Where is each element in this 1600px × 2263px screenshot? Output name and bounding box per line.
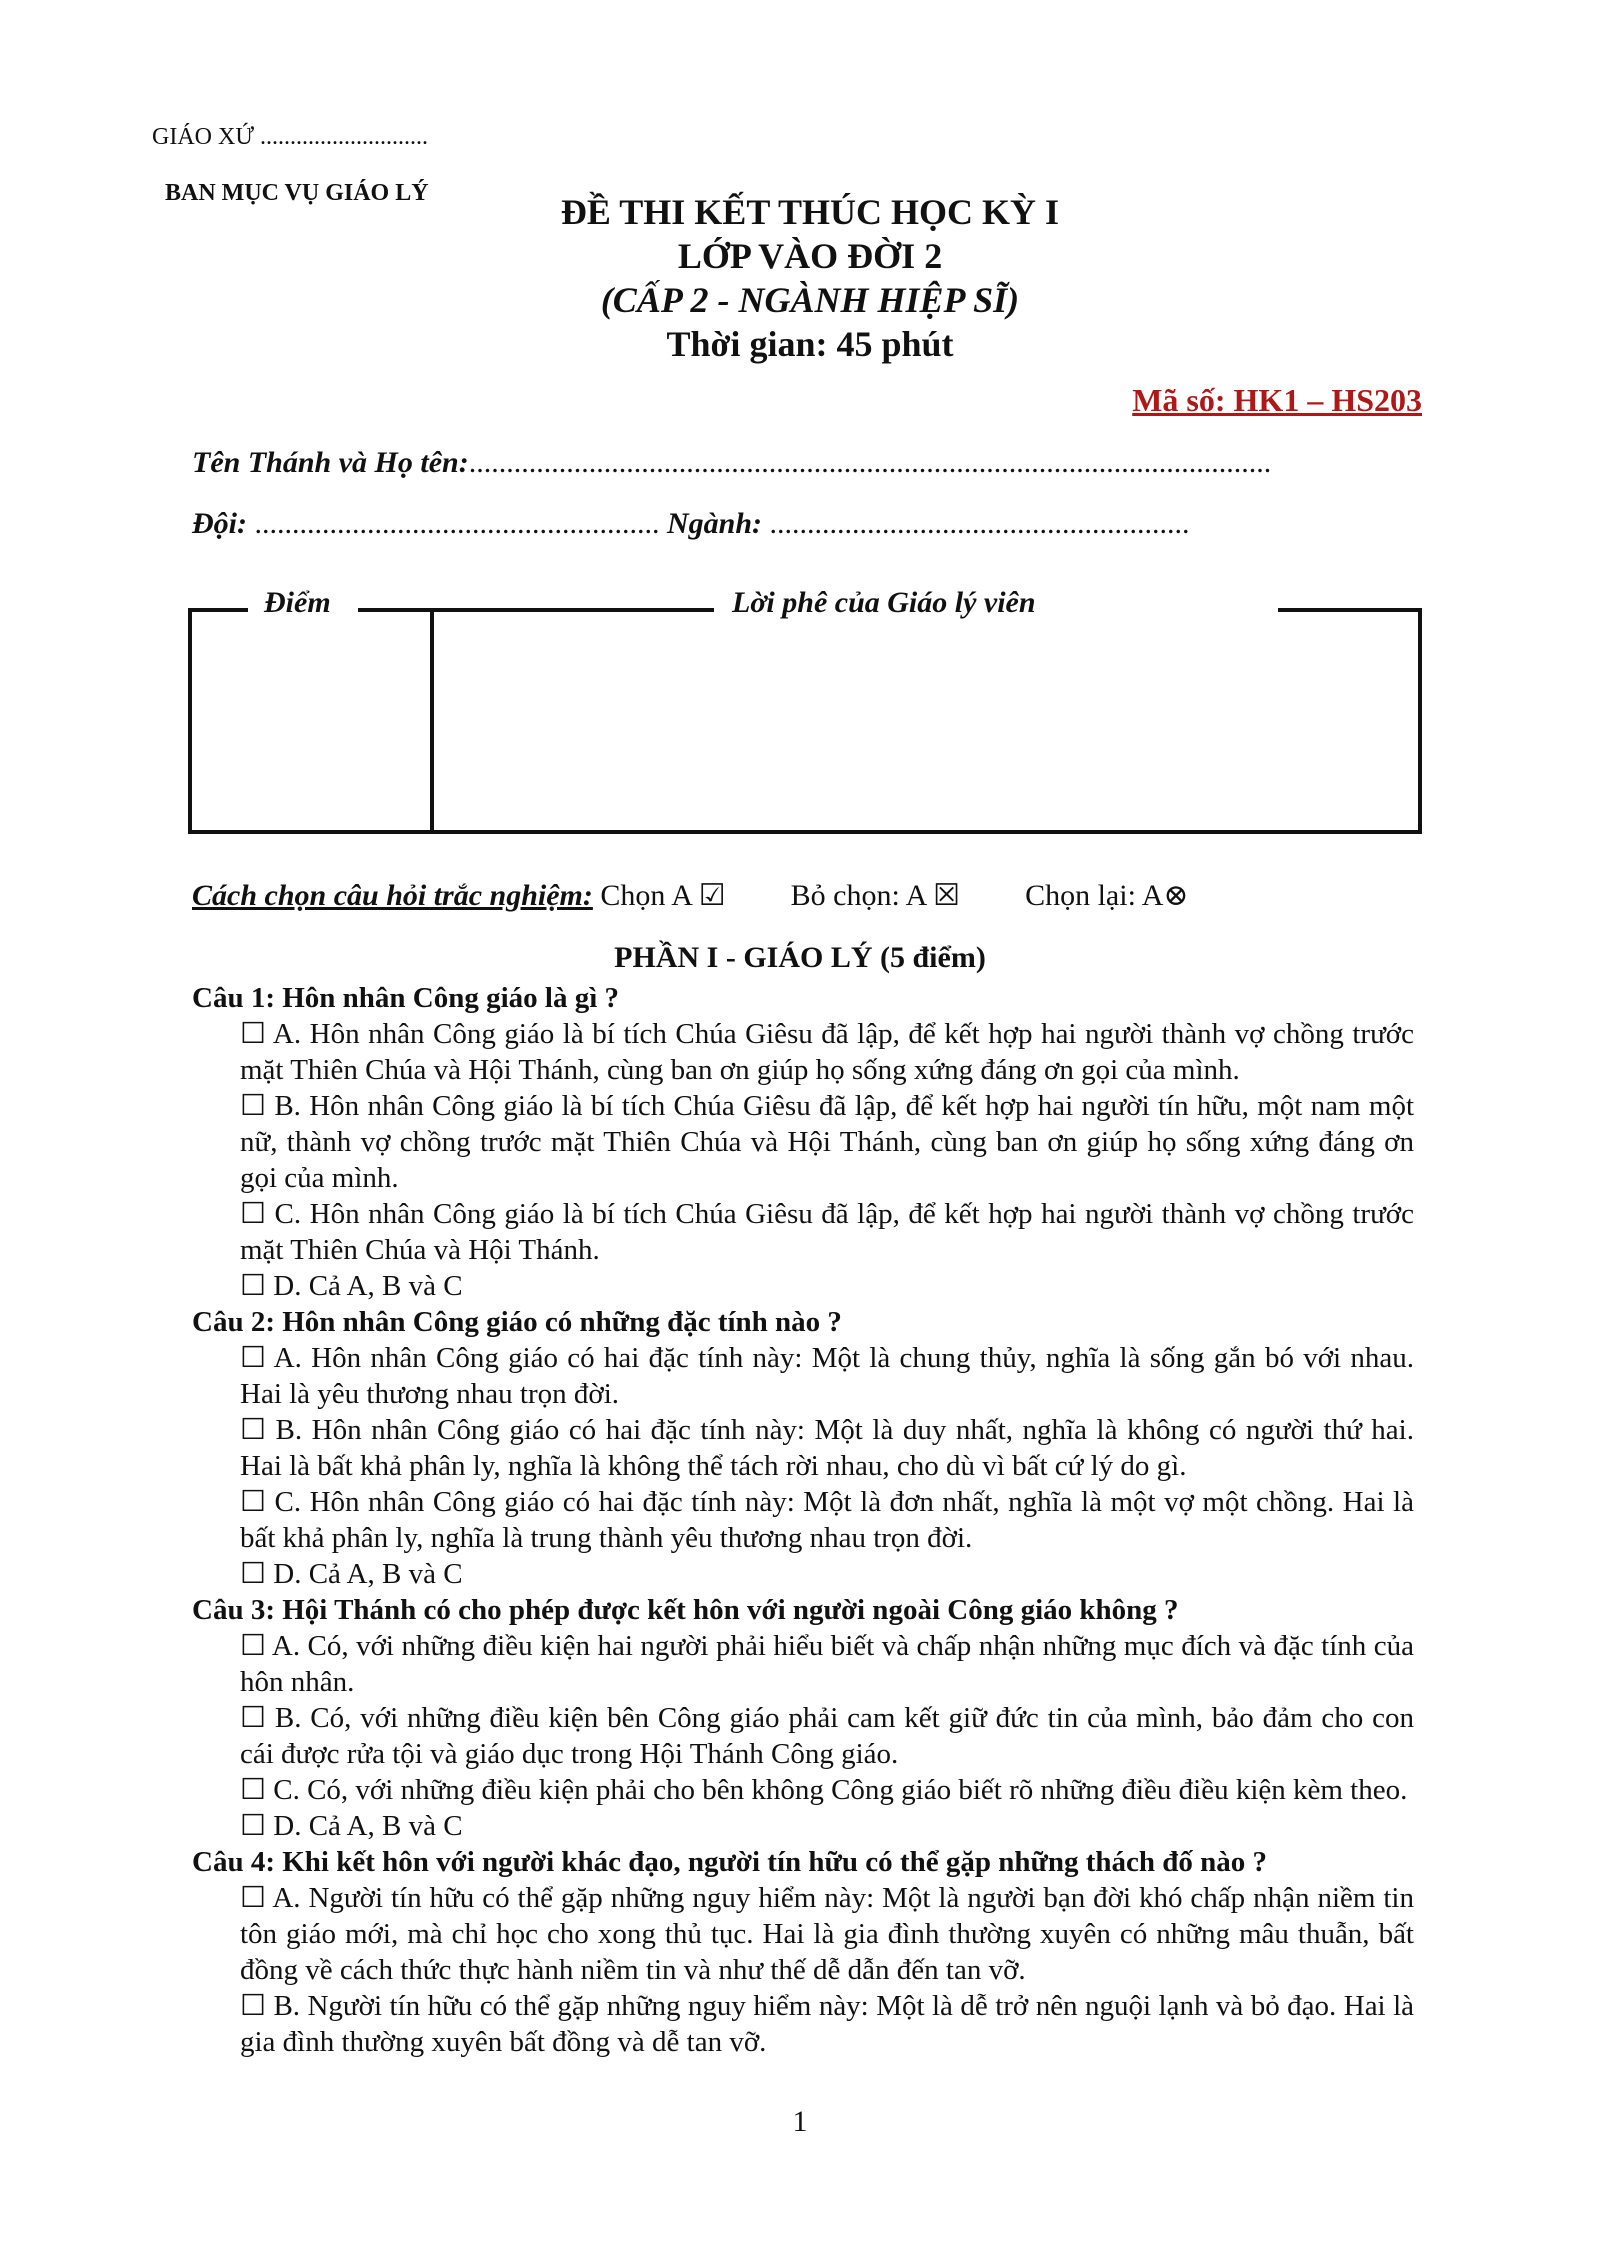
question-1-option-a[interactable]: ☐ A. Hôn nhân Công giáo là bí tích Chúa Giêsu đã lập, để kết hợp hai người thành vợ chồng trước mặt Thiên Chúa và Hội Thánh, cùng ban ơn giúp họ sống xứng đáng ơn gọi của mình. (240, 1018, 1414, 1086)
question-1-option-c[interactable]: ☐ C. Hôn nhân Công giáo là bí tích Chúa Giêsu đã lập, để kết hợp hai người thành vợ chồng trước mặt Thiên Chúa và Hội Thánh. (240, 1198, 1414, 1266)
question-2-option-b[interactable]: ☐ B. Hôn nhân Công giáo có hai đặc tính này: Một là duy nhất, nghĩa là không có người thứ hai. Hai là bất khả phân ly, nghĩa là không thể tách rời nhau, cho dù vì bất cứ lý do gì. (240, 1414, 1414, 1482)
team-blank: ...................................................... (254, 507, 660, 540)
question-2: Câu 2: Hôn nhân Công giáo có những đặc tính nào ? (192, 1306, 842, 1338)
team-label: Đội: (192, 507, 247, 540)
score-label: Điểm (264, 586, 331, 619)
question-2-option-a[interactable]: ☐ A. Hôn nhân Công giáo có hai đặc tính này: Một là chung thủy, nghĩa là sống gắn bó với nhau. Hai là yêu thương nhau trọn đời. (240, 1342, 1414, 1410)
level-title: (CẤP 2 - NGÀNH HIỆP SĨ) (600, 280, 1020, 320)
instructions-label: Cách chọn câu hỏi trắc nghiệm: (192, 879, 593, 912)
parish-label: GIÁO XỨ ............................ (152, 124, 428, 150)
branch-label: Ngành: (667, 507, 763, 540)
question-3-option-c[interactable]: ☐ C. Có, với những điều kiện phải cho bên không Công giáo biết rõ những điều điều kiện kèm theo. (240, 1774, 1408, 1806)
exam-code: Mã số: HK1 – HS203 (1132, 382, 1422, 418)
section-title: PHẦN I - GIÁO LÝ (5 điểm) (614, 941, 986, 974)
question-2-option-d[interactable]: ☐ D. Cả A, B và C (240, 1558, 463, 1590)
exam-title: ĐỀ THI KẾT THÚC HỌC KỲ I (560, 192, 1060, 232)
question-1-option-d[interactable]: ☐ D. Cả A, B và C (240, 1270, 463, 1302)
question-4-option-b[interactable]: ☐ B. Người tín hữu có thể gặp những nguy hiểm này: Một là dễ trở nên nguội lạnh và bỏ đạo. Hai là gia đình thường xuyên bất đồng và dễ tan vỡ. (240, 1990, 1414, 2058)
question-4: Câu 4: Khi kết hôn với người khác đạo, người tín hữu có thể gặp những thách đố nào ? (192, 1846, 1268, 1878)
question-1: Câu 1: Hôn nhân Công giáo là gì ? (192, 982, 620, 1014)
question-3: Câu 3: Hội Thánh có cho phép được kết hôn với người ngoài Công giáo không ? (192, 1594, 1179, 1626)
question-3-option-a[interactable]: ☐ A. Có, với những điều kiện hai người phải hiểu biết và chấp nhận những mục đích và đặc tính của hôn nhân. (240, 1630, 1414, 1698)
question-4-option-a[interactable]: ☐ A. Người tín hữu có thể gặp những nguy hiểm này: Một là người bạn đời khó chấp nhận niềm tin tôn giáo mới, mà chỉ học cho xong thủ tục. Hai là gia đình thường xuyên có những mâu thuẫn, bất đồng về cách thức thực hành niềm tin và như thế dễ dẫn đến tan vỡ. (240, 1882, 1414, 1986)
grade-box-divider (430, 612, 434, 830)
class-title: LỚP VÀO ĐỜI 2 (677, 236, 943, 276)
name-blank: ........................................................................................................... (468, 446, 1272, 479)
question-1-option-b[interactable]: ☐ B. Hôn nhân Công giáo là bí tích Chúa Giêsu đã lập, để kết hợp hai người tín hữu, một nam một nữ, thành vợ chồng trước mặt Thiên Chúa và Hội Thánh, cùng ban ơn giúp họ sống xứng đáng ơn gọi của mình. (240, 1090, 1414, 1194)
instruction-unchoose: Bỏ chọn: A ☒ (790, 879, 961, 912)
grade-box (188, 608, 1422, 834)
instruction-rechoose: Chọn lại: A⊗ (1025, 879, 1189, 912)
team-field-row (192, 507, 1190, 541)
exam-title-block (500, 190, 1120, 366)
name-field-row (192, 446, 1271, 480)
question-list (192, 980, 1414, 2060)
instruction-choose: Chọn A ☑ (600, 879, 726, 912)
instructions-row (192, 878, 1189, 913)
question-2-option-c[interactable]: ☐ C. Hôn nhân Công giáo có hai đặc tính này: Một là đơn nhất, nghĩa là một vợ một chồng. Hai là bất khả phân ly, nghĩa là trung thành yêu thương nhau trọn đời. (240, 1486, 1414, 1554)
question-3-option-b[interactable]: ☐ B. Có, với những điều kiện bên Công giáo phải cam kết giữ đức tin của mình, bảo đảm cho con cái được rửa tội và giáo dục trong Hội Thánh Công giáo. (240, 1702, 1414, 1770)
question-3-option-d[interactable]: ☐ D. Cả A, B và C (240, 1810, 463, 1842)
comment-label: Lời phê của Giáo lý viên (732, 586, 1036, 619)
branch-blank: ........................................................ (769, 507, 1190, 540)
duration-label: Thời gian: 45 phút (666, 324, 954, 364)
board-label: BAN MỤC VỤ GIÁO LÝ (165, 180, 429, 206)
name-label: Tên Thánh và Họ tên: (192, 446, 469, 479)
page-number: 1 (792, 2105, 808, 2138)
